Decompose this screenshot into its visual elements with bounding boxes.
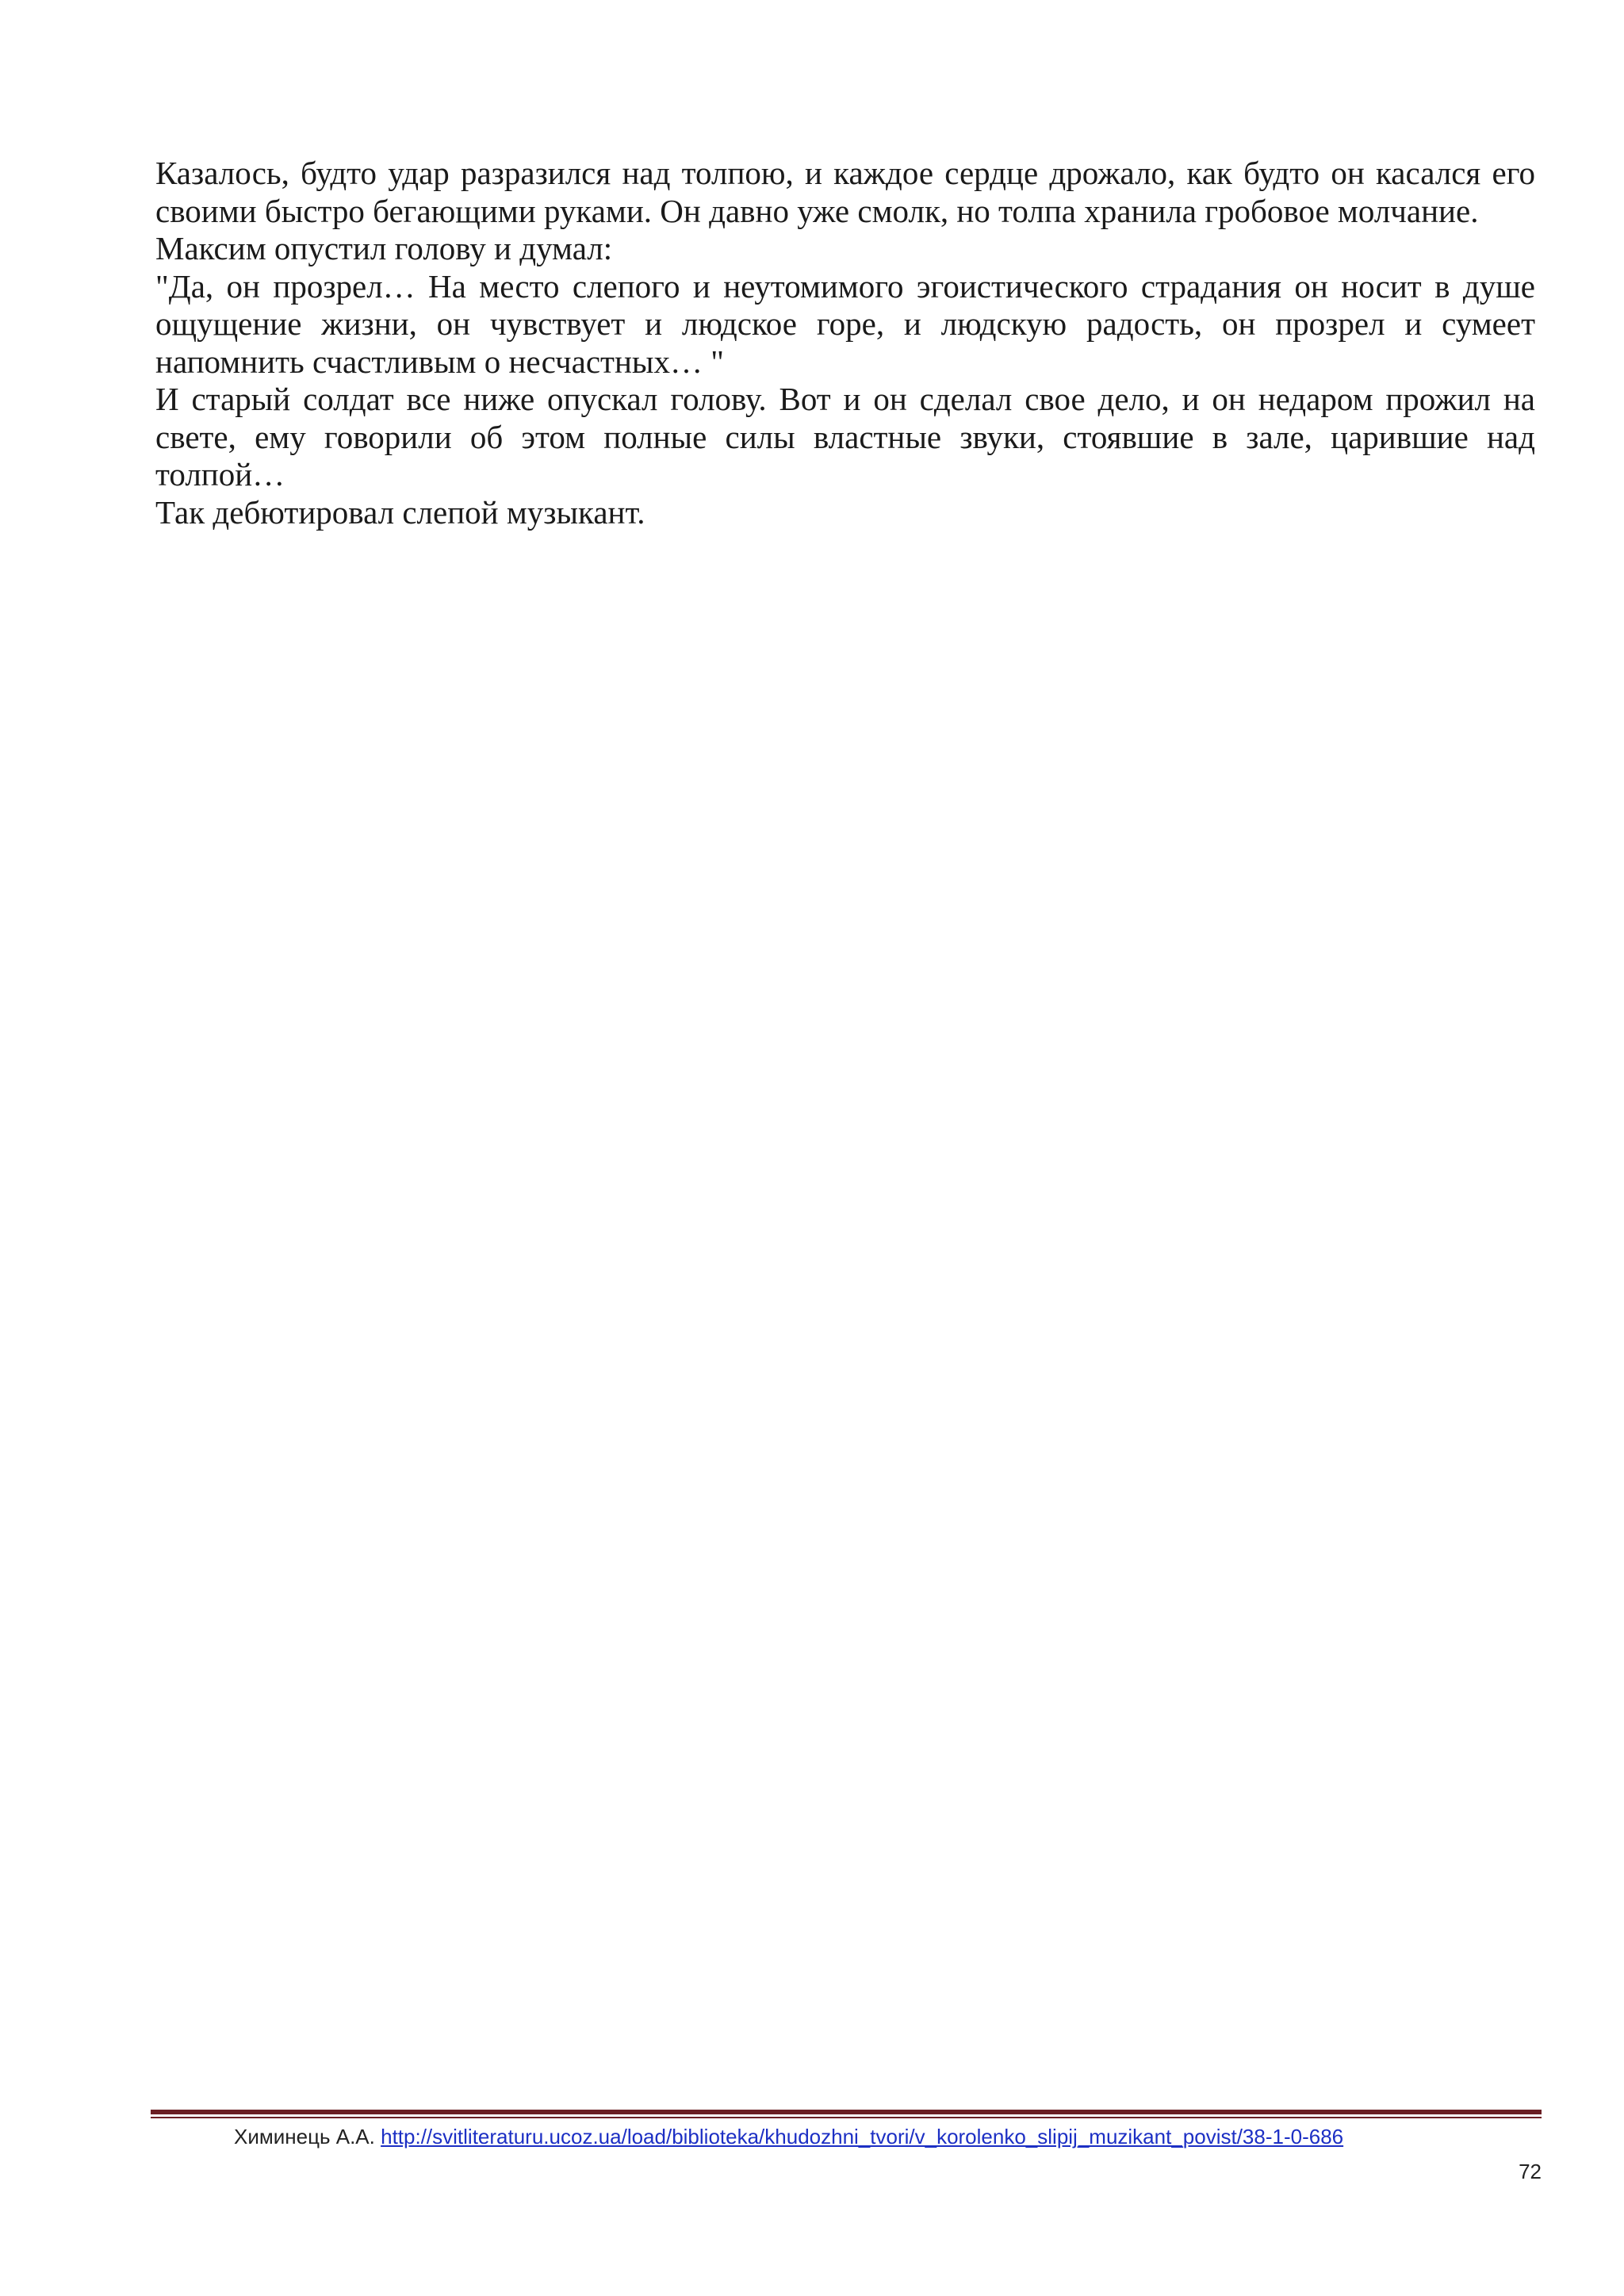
footer-source-link[interactable]: http://svitliteraturu.ucoz.ua/load/biblioteka/khudozhni_tvori/v_korolenko_slipij_muzikant_povist/38-1-0-686	[381, 2125, 1344, 2148]
footer-rule-thin	[151, 2117, 1542, 2118]
paragraph: Максим опустил голову и думал:	[155, 230, 613, 266]
paragraph: И старый солдат все ниже опускал голову. Вот и он сделал свое дело, и он недаром прожил на свете, ему говорили об этом полные силы властные звуки, стоявшие в зале, царившие над толпой…	[155, 381, 1535, 493]
footer-author: Химинець А.А.	[234, 2125, 375, 2148]
page-number: 72	[1519, 2160, 1542, 2183]
paragraph: "Да, он прозрел… На место слепого и неутомимого эгоистического страдания он носит в душе ощущение жизни, он чувствует и людское горе, и людскую радость, он прозрел и сумеет напомнить счастливым о несчастных… "	[155, 267, 1535, 380]
body-text	[155, 155, 1535, 531]
footer-citation	[234, 2122, 1542, 2151]
footer-rule-thick	[151, 2110, 1542, 2114]
paragraph: Казалось, будто удар разразился над толпою, и каждое сердце дрожало, как будто он касался его своими быстро бегающими руками. Он давно уже смолк, но толпа хранила гробовое молчание.	[155, 155, 1535, 229]
paragraph: Так дебютировал слепой музыкант.	[155, 493, 645, 531]
